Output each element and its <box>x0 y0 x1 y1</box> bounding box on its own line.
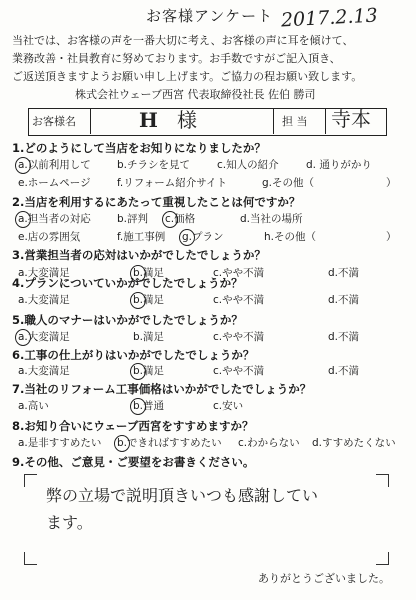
q5-option-b[interactable]: b.満足 <box>133 331 165 343</box>
intro-line-3: ご返送頂きますようお願い申し上げます。ご協力の程お願い致します。 <box>12 70 363 83</box>
question-7-label: 7.当社のリフォーム工事価格はいかがでしたでしょうか？ <box>12 382 312 396</box>
q2-option-a[interactable]: a.担当者の対応 <box>18 213 91 225</box>
q8-option-b[interactable]: b.できればすすめたい <box>117 437 222 449</box>
q1-option-a[interactable]: a.以前利用して <box>18 159 91 171</box>
q8-option-d[interactable]: d.すすめたくない <box>312 437 396 449</box>
comment-box-corner-bl <box>24 552 37 565</box>
q4-selection-circle <box>130 292 146 309</box>
comment-box-corner-tr <box>376 474 389 487</box>
q5-option-d[interactable]: d.不満 <box>328 331 360 343</box>
q7-option-a[interactable]: a.高い <box>18 400 49 412</box>
q7-option-c[interactable]: c.安い <box>213 400 244 412</box>
q1-option-e[interactable]: e.ホームページ <box>18 177 91 189</box>
question-8-label: 8.お知り合いにウェーブ西宮をすすめますか？ <box>12 419 254 433</box>
question-4-label: 4.プランについていかがでしたでしょうか？ <box>12 276 243 290</box>
q6-selection-circle <box>130 363 146 380</box>
question-1-label: 1.どのようにして当店をお知りになりましたか？ <box>12 141 266 155</box>
question-9-label: 9.その他、ご意見・ご要望をお書きください。 <box>12 455 255 469</box>
q6-option-d[interactable]: d.不満 <box>328 365 360 377</box>
comment-line-2: ます。 <box>46 513 93 532</box>
q5-option-a[interactable]: a.大変満足 <box>18 331 70 343</box>
q1-option-g[interactable]: g.その他（ <box>262 177 315 189</box>
q7-selection-circle <box>130 398 146 415</box>
q2-option-f[interactable]: f.施工事例 <box>117 231 166 243</box>
q4-option-d[interactable]: d.不満 <box>328 294 360 306</box>
q3-option-b[interactable]: b.満足 <box>133 267 165 279</box>
question-6-label: 6.工事の仕上がりはいかがでしたでしょうか？ <box>12 348 255 362</box>
q2-selection-circle-g <box>179 229 195 246</box>
q5-selection-circle <box>15 329 31 346</box>
staff-label: 担 当 <box>282 115 308 128</box>
staff-label-divider-left <box>273 108 274 134</box>
q2-option-b[interactable]: b.評判 <box>117 213 149 225</box>
q2-option-h[interactable]: h.その他（ <box>264 231 316 243</box>
q8-option-a[interactable]: a.是非すすめたい <box>18 437 102 449</box>
q4-option-c[interactable]: c.やや不満 <box>213 294 265 306</box>
handwritten-date: 2017.2.13 <box>280 4 379 32</box>
customer-name-label: お客様名 <box>32 115 76 128</box>
q4-option-a[interactable]: a.大変満足 <box>18 294 70 306</box>
q3-option-c[interactable]: c.やや不満 <box>213 267 265 279</box>
thanks-footer: ありがとうございました。 <box>258 572 390 585</box>
q2-selection-circle-a <box>15 211 31 228</box>
q1-option-d[interactable]: d. 通りがかり <box>306 159 372 171</box>
q1-option-b[interactable]: b.チラシを見て <box>117 159 191 171</box>
q7-option-b[interactable]: b.普通 <box>133 400 165 412</box>
customer-honorific: 様 <box>177 108 197 132</box>
q3-option-d[interactable]: d.不満 <box>328 267 360 279</box>
q1-option-g-close: ） <box>386 177 397 189</box>
q8-selection-circle <box>114 435 130 452</box>
question-2-label: 2.当店を利用するにあたって重視したことは何ですか？ <box>12 195 301 209</box>
q5-option-c[interactable]: c.やや不満 <box>213 331 265 343</box>
comment-line-1: 弊の立場で説明頂きいつも感謝してい <box>46 486 319 505</box>
comment-box-corner-br <box>376 552 389 565</box>
intro-line-2: 業務改善・社員教育に努めております。お手数ですがご記入頂き、 <box>12 52 341 65</box>
q4-option-b[interactable]: b.満足 <box>133 294 165 306</box>
q1-option-c[interactable]: c.知人の紹介 <box>217 159 279 171</box>
q2-option-g[interactable]: g.プラン <box>182 231 224 243</box>
q1-selection-circle <box>15 157 31 174</box>
staff-label-divider-right <box>325 108 326 134</box>
question-3-label: 3.営業担当者の応対はいかがでしたでしょうか？ <box>12 248 266 262</box>
q3-option-a[interactable]: a.大変満足 <box>18 267 70 279</box>
q2-option-c[interactable]: c.価格 <box>165 213 196 225</box>
q1-option-f[interactable]: f.リフォーム紹介サイト <box>117 177 228 189</box>
q2-selection-circle-c <box>162 211 178 228</box>
q6-option-b[interactable]: b.満足 <box>133 365 165 377</box>
comment-box-corner-tl <box>24 474 37 487</box>
page-title: お客様アンケート <box>146 7 274 25</box>
q2-option-e[interactable]: e.店の雰囲気 <box>18 231 81 243</box>
q2-option-h-close: ） <box>386 231 397 243</box>
question-5-label: 5.職人のマナーはいかがでしたでしょうか？ <box>12 313 243 327</box>
q2-option-d[interactable]: d.当社の場所 <box>240 213 303 225</box>
q8-option-c[interactable]: c.わからない <box>238 437 300 449</box>
customer-name-value: H <box>139 108 158 132</box>
intro-line-1: 当社では、お客様の声を一番大切に考え、お客様の声に耳を傾けて、 <box>12 34 354 47</box>
q6-option-c[interactable]: c.やや不満 <box>213 365 265 377</box>
company-signature: 株式会社ウェーブ西宮 代表取締役社長 佐伯 勝司 <box>75 88 316 101</box>
staff-name-value: 寺本 <box>331 107 371 131</box>
q6-option-a[interactable]: a.大変満足 <box>18 365 70 377</box>
